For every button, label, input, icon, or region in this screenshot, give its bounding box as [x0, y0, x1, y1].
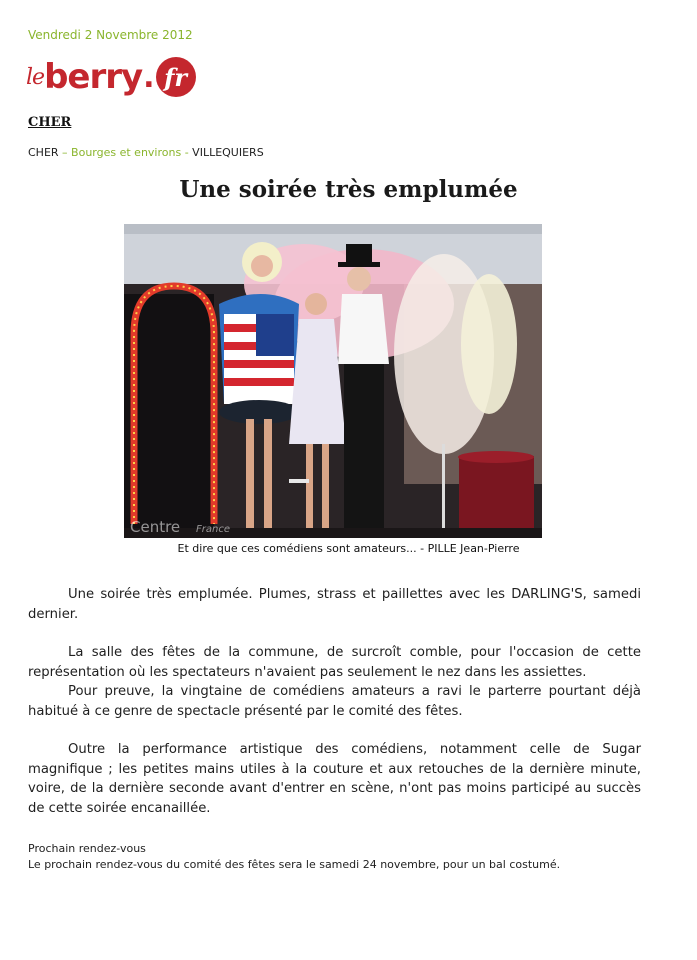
- logo-fr-badge: fr: [156, 57, 196, 97]
- paragraph-2: La salle des fêtes de la commune, de surcroît comble, pour l'occasion de cette représentation où les spectateurs n'avaient pas seulement le nez dans les assiettes.: [28, 645, 641, 680]
- logo-dot: .: [143, 59, 155, 95]
- photo-watermark: Centre: [130, 518, 181, 536]
- breadcrumb: CHER – Bourges et environs - VILLEQUIERS: [28, 146, 264, 159]
- stage-photo-illustration: [124, 224, 542, 538]
- publication-date: Vendredi 2 Novembre 2012: [28, 28, 193, 42]
- photo-watermark-small: France: [196, 524, 230, 535]
- breadcrumb-villequiers[interactable]: VILLEQUIERS: [192, 146, 264, 159]
- logo-le: le: [26, 64, 45, 90]
- breadcrumb-cher[interactable]: CHER: [28, 146, 59, 159]
- paragraph-3: Pour preuve, la vingtaine de comédiens amateurs a ravi le parterre pourtant déjà habitué à ce genre de spectacle présenté par le comité des fêtes.: [28, 684, 641, 719]
- logo-berry: berry: [44, 57, 143, 97]
- next-event: [28, 841, 560, 873]
- article-photo: [124, 224, 542, 538]
- paragraph-1: Une soirée très emplumée. Plumes, strass et paillettes avec les DARLING'S, samedi dernier.: [28, 587, 641, 622]
- next-event-text: Le prochain rendez-vous du comité des fêtes sera le samedi 24 novembre, pour un bal costumé.: [28, 858, 561, 871]
- article-body: [28, 585, 641, 818]
- photo-caption: Et dire que ces comédiens sont amateurs... - PILLE Jean-Pierre: [177, 542, 520, 555]
- paragraph-4: Outre la performance artistique des comédiens, notamment celle de Sugar magnifique ; les petites mains utiles à la couture et aux retouches de la dernière minute, voire, de la dernière seconde avant d'entrer en scène, n'ont pas moins participé au succès de cette soirée encanaillée.: [28, 742, 641, 816]
- breadcrumb-bourges[interactable]: Bourges et environs: [71, 146, 182, 159]
- leberry-logo[interactable]: [26, 54, 196, 100]
- article-title: Une soirée très emplumée: [179, 176, 518, 203]
- next-event-heading: Prochain rendez-vous: [28, 842, 146, 855]
- section-link[interactable]: CHER: [28, 115, 72, 130]
